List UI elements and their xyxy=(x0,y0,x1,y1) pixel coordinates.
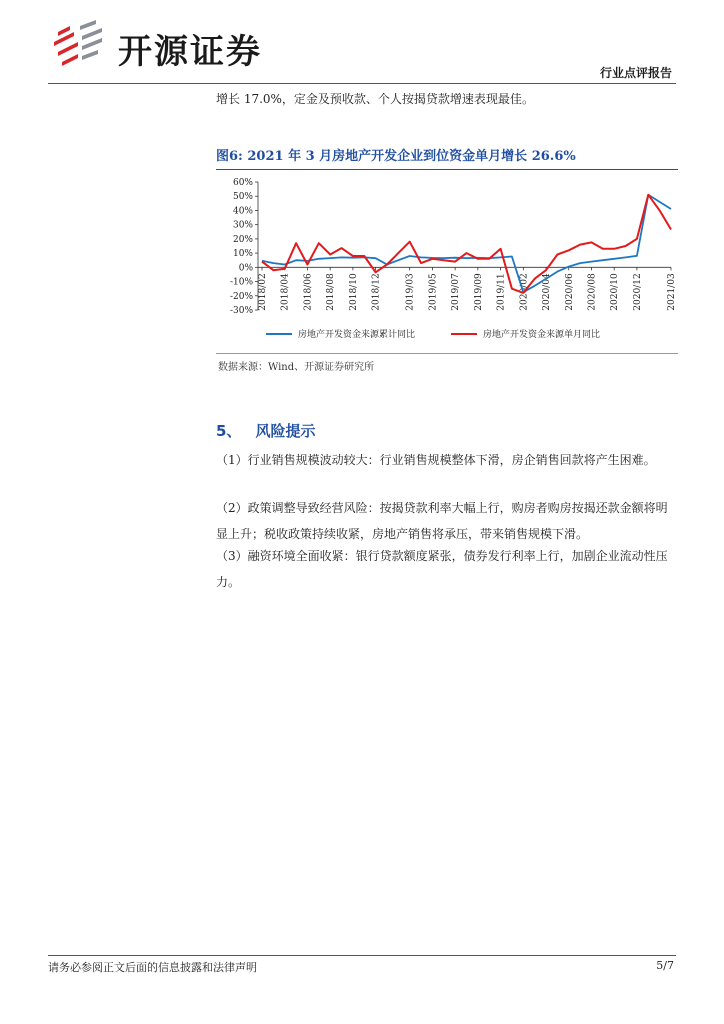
logo xyxy=(48,18,288,72)
risk-item-3: （3）融资环境全面收紧：银行贷款额度紧张，债券发行利率上行，加剧企业流动性压力。 xyxy=(216,549,668,589)
x-tick-label: 2020/06 xyxy=(564,273,575,311)
risk-item-2: （2）政策调整导致经营风险：按揭贷款利率大幅上行，购房者购房按揭还款金额将明显上升；税收政策持续收紧，房地产销售将承压，带来销售规模下滑。 xyxy=(216,501,668,541)
report-type: 行业点评报告 xyxy=(599,66,672,80)
x-tick-label: 2019/09 xyxy=(473,273,484,311)
x-tick-label: 2020/12 xyxy=(632,273,643,311)
y-tick-label: -30% xyxy=(229,306,253,316)
legend-label: 房地产开发资金来源单月同比 xyxy=(483,330,601,340)
y-tick-label: 10% xyxy=(232,249,253,260)
section-number: 5、 xyxy=(216,422,242,440)
x-tick-label: 2018/06 xyxy=(303,273,314,311)
y-tick-label: 50% xyxy=(232,192,253,203)
footer-disclaimer: 请务必参阅正文后面的信息披露和法律声明 xyxy=(48,961,257,974)
y-tick-label: 20% xyxy=(232,234,253,245)
y-tick-label: -10% xyxy=(229,277,253,288)
x-tick-label: 2019/07 xyxy=(451,273,462,311)
y-tick-label: 60% xyxy=(232,178,253,188)
x-tick-label: 2018/02 xyxy=(258,273,268,311)
intro-paragraph: 增长 17.0%，定金及预收款、个人按揭贷款增速表现最佳。 xyxy=(216,92,534,106)
footer-divider xyxy=(48,955,676,956)
section-heading xyxy=(216,420,315,441)
y-tick-label: 0% xyxy=(238,263,253,274)
figure-source: 数据来源：Wind、开源证券研究所 xyxy=(218,362,375,373)
figure-bottom-rule xyxy=(216,353,678,354)
x-tick-label: 2018/10 xyxy=(348,273,359,311)
y-tick-label: 40% xyxy=(232,206,253,217)
figure-top-rule xyxy=(216,169,678,170)
header-divider xyxy=(48,83,676,84)
figure-caption: 图6: 2021 年 3 月房地产开发企业到位资金单月增长 26.6% xyxy=(216,149,576,164)
x-tick-label: 2019/05 xyxy=(428,273,439,311)
x-tick-label: 2020/02 xyxy=(519,273,530,311)
x-tick-label: 2019/11 xyxy=(496,273,507,311)
x-tick-label: 2018/12 xyxy=(371,273,382,311)
y-tick-label: -20% xyxy=(229,291,253,302)
x-tick-label: 2020/10 xyxy=(610,273,621,311)
risk-item-1: （1）行业销售规模波动较大：行业销售规模整体下滑，房企销售回款将产生困难。 xyxy=(216,453,656,467)
section-title: 风险提示 xyxy=(255,422,316,440)
x-tick-label: 2019/03 xyxy=(405,273,416,311)
x-tick-label: 2018/04 xyxy=(280,273,291,311)
x-tick-label: 2021/03 xyxy=(667,273,677,311)
page-number: 5/7 xyxy=(656,959,674,972)
line-chart xyxy=(216,172,678,352)
x-tick-label: 2020/04 xyxy=(542,273,553,311)
kysec-logo-icon xyxy=(48,18,110,68)
y-tick-label: 30% xyxy=(232,220,253,231)
legend-label: 房地产开发资金来源累计同比 xyxy=(298,330,416,340)
x-tick-label: 2018/08 xyxy=(326,273,337,311)
brand-name: 开源证券 xyxy=(118,32,262,72)
x-tick-label: 2020/08 xyxy=(587,273,598,311)
